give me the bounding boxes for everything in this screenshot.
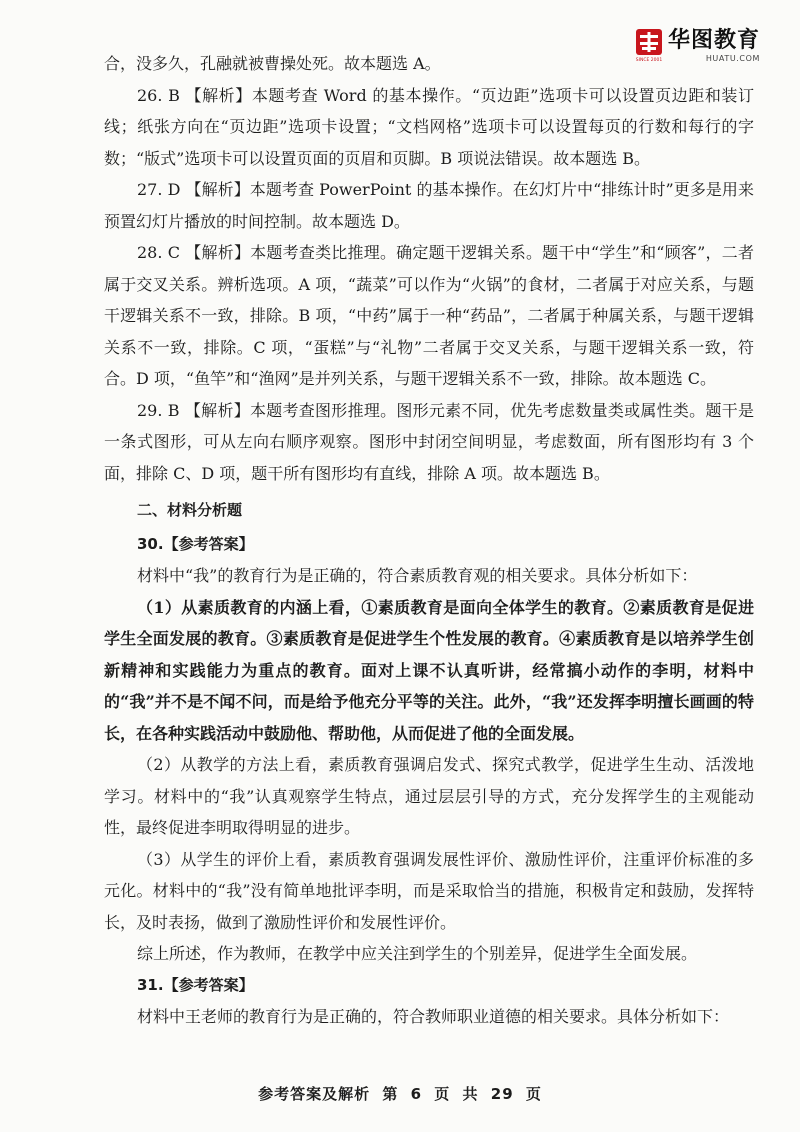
footer-label: 参考答案及解析 (258, 1085, 371, 1103)
question-30-point-3: （3）从学生的评价上看，素质教育强调发展性评价、激励性评价，注重评价标准的多元化。材料中的“我”没有简单地批评李明，而是采取恰当的措施，积极肯定和鼓励，发挥特长，及时表扬，做到了激励性评价和发展性评价。 (104, 849, 754, 932)
footer-page-prefix: 第 (382, 1085, 399, 1103)
logo-name: 华图教育 (668, 27, 761, 53)
footer-total-number: 29 (490, 1085, 514, 1103)
question-29-analysis: 29. B 【解析】本题考查图形推理。图形元素不同，优先考虑数量类或属性类。题干是一条式图形，可从左向右顺序观察。图形中封闭空间明显，考虑数面，所有图形均有 3 个面，排除 C、D 项，题干所有图形均有直线，排除 A 项。故本题选 B。 (104, 400, 754, 483)
question-30-intro: 材料中“我”的教育行为是正确的，符合素质教育观的相关要求。具体分析如下： (137, 566, 698, 585)
page-footer (0, 1083, 800, 1104)
logo-since-text: SINCE 2001 (636, 58, 662, 63)
logo-url: HUATU.COM (705, 53, 761, 63)
question-30-point-2: （2）从教学的方法上看，素质教育强调启发式、探究式教学，促进学生生动、活泼地学习。材料中的“我”认真观察学生特点，通过层层引导的方式，充分发挥学生的主观能动性，最终促进李明取得明显的进步。 (104, 755, 754, 837)
question-28-analysis: 28. C 【解析】本题考查类比推理。确定题干逻辑关系。题干中“学生”和“顾客”，二者属于交叉关系。辨析选项。A 项，“蔬菜”可以作为“火锅”的食材，二者属于对应关系，与题干逻辑关系不一致，排除。B 项，“中药”属于一种“药品”，二者属于种属关系，与题干逻辑关系不一致，排除。C 项，“蛋糕”与“礼物”二者属于交叉关系，与题干逻辑关系一致，符合。D 项，“鱼竿”和“渔网”是并列关系，与题干逻辑关系不一致，排除。故本题选 C。 (104, 243, 754, 388)
continued-line: 合，没多久，孔融就被曹操处死。故本题选 A。 (104, 54, 441, 73)
question-30-summary: 综上所述，作为教师，在教学中应关注到学生的个别差异，促进学生全面发展。 (137, 944, 698, 963)
question-30-heading: 30.【参考答案】 (137, 534, 254, 553)
question-30-point-1: （1）从素质教育的内涵上看，①素质教育是面向全体学生的教育。②素质教育是促进学生全面发展的教育。③素质教育是促进学生个性发展的教育。④素质教育是以培养学生创新精神和实践能力为重点的教育。面对上课不认真听讲，经常搞小动作的李明，材料中的“我”并不是不闻不问，而是给予他充分平等的关注。此外，“我”还发挥李明擅长画画的特长，在各种实践活动中鼓励他、帮助他，从而促进了他的全面发展。 (104, 597, 754, 743)
question-31-intro: 材料中王老师的教育行为是正确的，符合教师职业道德的相关要求。具体分析如下： (137, 1007, 730, 1026)
footer-page-number: 6 (410, 1085, 423, 1103)
question-27-analysis: 27. D 【解析】本题考查 PowerPoint 的基本操作。在幻灯片中“排练计时”更多是用来预置幻灯片播放的时间控制。故本题选 D。 (104, 180, 754, 231)
answer-content (104, 48, 754, 1033)
question-31-heading: 31.【参考答案】 (137, 975, 254, 994)
question-26-analysis: 26. B 【解析】本题考查 Word 的基本操作。“页边距”选项卡可以设置页边距和装订线；纸张方向在“页边距”选项卡设置；“文档网格”选项卡可以设置每页的行数和每行的字数；“版式”选项卡可以设置页面的页眉和页脚。B 项说法错误。故本题选 B。 (104, 85, 754, 168)
footer-total-unit: 页 (525, 1085, 542, 1103)
section-heading-material-analysis: 二、材料分析题 (137, 501, 243, 519)
footer-page-unit: 页 (434, 1085, 451, 1103)
footer-total-prefix: 共 (462, 1085, 479, 1103)
